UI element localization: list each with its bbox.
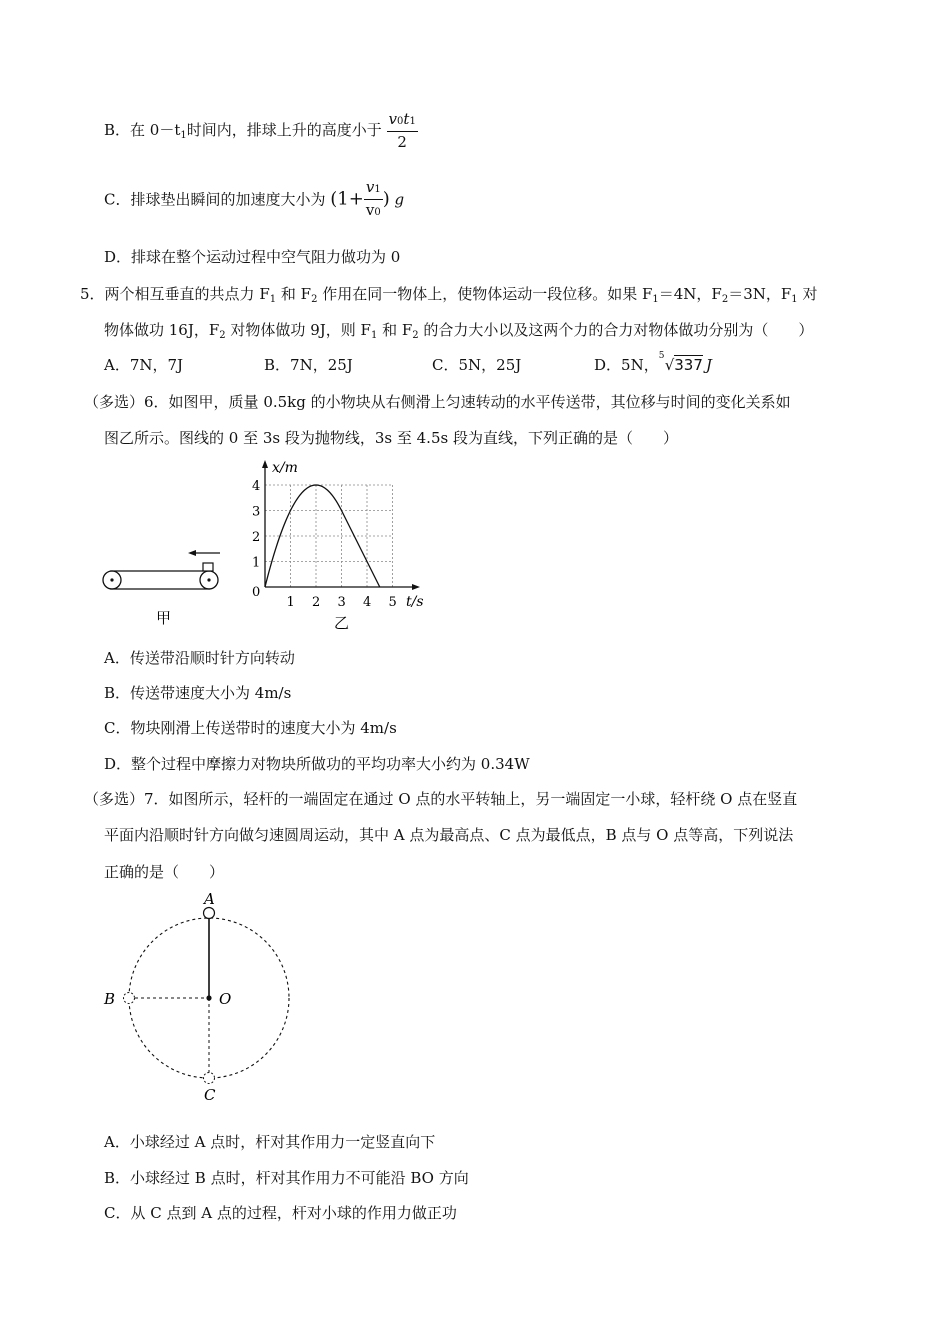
fig-label-yi: 乙 [334, 614, 350, 632]
q6-stem-line1: （多选）6．如图甲，质量 0.5kg 的小物块从右侧滑上匀速转动的水平传送带，其位移与时间的变化关系如 [84, 393, 791, 411]
label-c: C [204, 1086, 216, 1104]
fig-label-jia: 甲 [156, 609, 172, 627]
q5-stem-line2: 物体做功 16J，$F_2$ 对物体做功 9J，则 $F_1$ 和 $F_2$ 的合力大小以及这两个力的合力对物体做功分别为（ ） [104, 321, 814, 341]
y-tick-label: 4 [252, 479, 261, 494]
y-axis-arrow-icon [262, 460, 268, 468]
q5-option-b: B．7N，25J [264, 356, 353, 374]
circular-motion-figure [98, 888, 308, 1110]
x-tick-label: 5 [388, 595, 397, 610]
q7-stem-line2: 平面内沿顺时针方向做匀速圆周运动，其中 A 点为最高点、C 点为最低点，B 点与 O 点等高，下列说法 [104, 826, 794, 844]
q4-option-d: D．排球在整个运动过程中空气阻力做功为 0 [104, 248, 401, 266]
arrow-head-icon [188, 550, 196, 556]
q5-option-a: A．7N，7J [104, 356, 184, 374]
label-b: B [104, 990, 116, 1008]
y-axis-label: x/m [272, 460, 298, 476]
x-tick-label: 1 [286, 595, 295, 610]
conveyor-belt-figure [98, 544, 228, 630]
x-axis-label: t/s [406, 594, 424, 610]
y-tick-label: 3 [252, 504, 261, 520]
q7-option-a: A．小球经过 A 点时，杆对其作用力一定竖直向下 [104, 1133, 436, 1151]
pivot-o [206, 995, 211, 1000]
y-tick-label: 2 [252, 530, 261, 545]
fraction-v0t1-over-2: $\frac{v0t1}{2}$ [388, 110, 416, 151]
q4-option-b: B．在 $0-t_1$时间内，排球上升的高度小于 $\frac{v0t1}{2}$ [104, 110, 416, 151]
q7-option-b: B．小球经过 B 点时，杆对其作用力不可能沿 BO 方向 [104, 1169, 469, 1187]
q5-option-c: C．5N，25J [432, 356, 522, 374]
q5-stem-line1: 5．两个相互垂直的共点力 $F_1$ 和 $F_2$ 作用在同一物体上，使物体运动一段位移。如果 $F_1=4N$，$F_2=3N$，$F_1$ 对 [80, 285, 818, 305]
q6-option-b: B．传送带速度大小为 4m/s [104, 684, 292, 702]
origin-label: 0 [252, 585, 261, 600]
block [203, 563, 213, 571]
q7-stem-line3: 正确的是（ ） [104, 863, 225, 881]
q6-stem-line2: 图乙所示。图线的 0 至 3s 段为抛物线，3s 至 4.5s 段为直线，下列正确的是（ ） [104, 429, 678, 447]
ball-at-a [204, 908, 215, 919]
q6-option-c: C．物块刚滑上传送带时的速度大小为 4m/s [104, 719, 397, 737]
fraction-v1-over-v0: $\frac{v1}{v0}$ [365, 178, 381, 219]
x-tick-label: 2 [312, 595, 321, 610]
x-axis-arrow-icon [412, 584, 420, 590]
q6-option-a: A．传送带沿顺时针方向转动 [104, 649, 295, 667]
y-tick-label: 1 [252, 555, 261, 571]
label-o: O [219, 990, 232, 1008]
q7-stem-line1: （多选）7．如图所示，轻杆的一端固定在通过 O 点的水平转轴上，另一端固定一小球，轻杆绕 O 点在竖直 [84, 790, 798, 808]
q6-option-d: D．整个过程中摩擦力对物块所做功的平均功率大小约为 0.34W [104, 755, 530, 773]
x-t-chart [240, 456, 440, 636]
ball-at-b [124, 993, 135, 1004]
ball-at-c [204, 1073, 215, 1084]
x-tick-label: 3 [337, 595, 346, 610]
q5-option-d: D．5N， 5 √337 J [594, 351, 712, 374]
q4-option-c: C．排球垫出瞬间的加速度大小为 (1+ $\frac{v1}{v0}$ ) g [104, 178, 404, 223]
q7-option-c: C．从 C 点到 A 点的过程，杆对小球的作用力做正功 [104, 1204, 457, 1222]
label-a: A [204, 890, 215, 908]
chart-grid [265, 485, 393, 587]
x-tick-label: 4 [363, 595, 372, 610]
